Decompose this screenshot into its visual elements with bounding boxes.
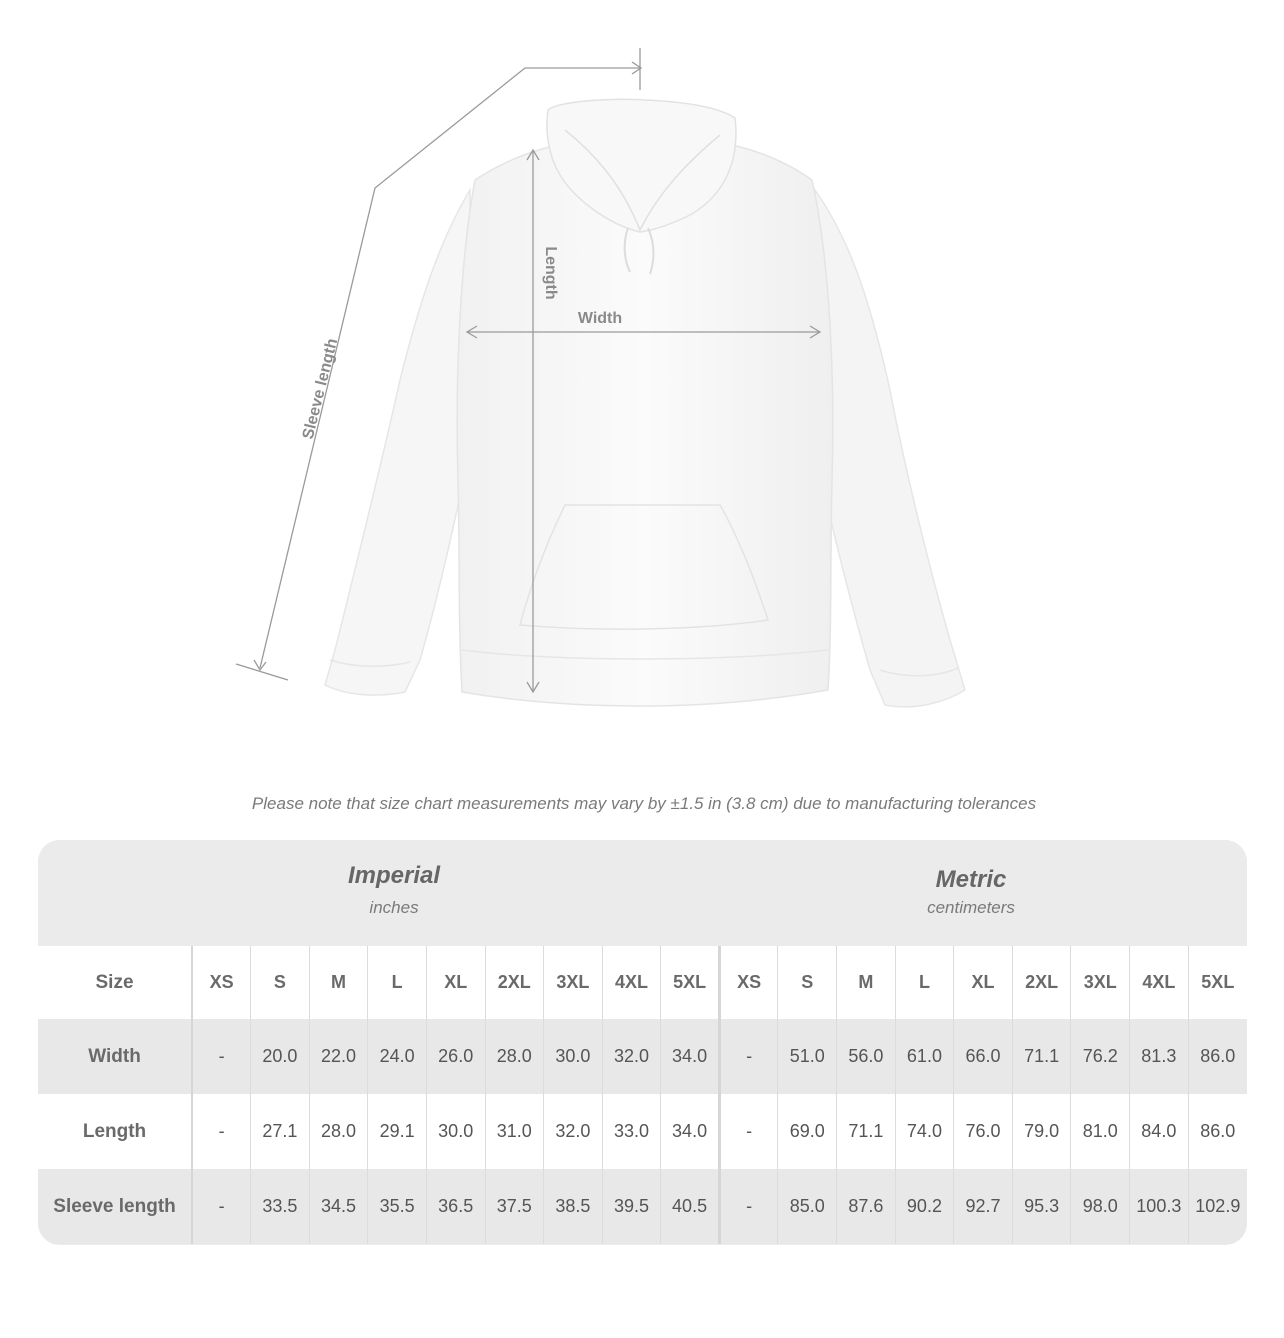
- table-cell: -: [192, 1094, 251, 1169]
- size-chart-header: [38, 840, 1247, 946]
- table-cell: 79.0: [1012, 1094, 1071, 1169]
- table-row-sleeve-length: [38, 1169, 1247, 1244]
- table-cell: 39.5: [602, 1169, 661, 1244]
- table-cell: -: [719, 1094, 778, 1169]
- table-cell: 31.0: [485, 1094, 544, 1169]
- imperial-size-4xl: 4XL: [602, 946, 661, 1019]
- metric-size-m: M: [837, 946, 896, 1019]
- table-cell: 33.0: [602, 1094, 661, 1169]
- table-cell: 28.0: [485, 1019, 544, 1094]
- table-cell: -: [192, 1019, 251, 1094]
- table-cell: 30.0: [426, 1094, 485, 1169]
- table-cell: 102.9: [1188, 1169, 1247, 1244]
- metric-size-4xl: 4XL: [1130, 946, 1189, 1019]
- table-cell: 61.0: [895, 1019, 954, 1094]
- table-cell: 71.1: [837, 1094, 896, 1169]
- table-cell: 100.3: [1130, 1169, 1189, 1244]
- table-cell: 37.5: [485, 1169, 544, 1244]
- imperial-size-xs: XS: [192, 946, 251, 1019]
- table-cell: 27.1: [251, 1094, 310, 1169]
- table-cell: 38.5: [544, 1169, 603, 1244]
- imperial-size-3xl: 3XL: [544, 946, 603, 1019]
- width-label: Width: [577, 310, 623, 327]
- table-cell: 84.0: [1130, 1094, 1189, 1169]
- table-cell: 35.5: [368, 1169, 427, 1244]
- table-cell: 71.1: [1012, 1019, 1071, 1094]
- table-cell: 56.0: [837, 1019, 896, 1094]
- table-cell: -: [719, 1019, 778, 1094]
- table-cell: -: [192, 1169, 251, 1244]
- table-cell: 98.0: [1071, 1169, 1130, 1244]
- row-label-sleeve-length: Sleeve length: [38, 1169, 192, 1244]
- table-cell: 28.0: [309, 1094, 368, 1169]
- metric-unit: centimeters: [927, 898, 1015, 917]
- table-cell: -: [719, 1169, 778, 1244]
- sleeve-length-label: Sleeve length: [299, 336, 342, 441]
- metric-title: Metric: [935, 866, 1007, 893]
- table-cell: 24.0: [368, 1019, 427, 1094]
- imperial-size-2xl: 2XL: [485, 946, 544, 1019]
- table-cell: 20.0: [251, 1019, 310, 1094]
- table-cell: 33.5: [251, 1169, 310, 1244]
- table-cell: 90.2: [895, 1169, 954, 1244]
- table-cell: 81.3: [1130, 1019, 1189, 1094]
- size-chart: [38, 840, 1247, 1245]
- table-cell: 22.0: [309, 1019, 368, 1094]
- row-label-width: Width: [38, 1019, 192, 1094]
- metric-size-xl: XL: [954, 946, 1013, 1019]
- metric-size-xs: XS: [719, 946, 778, 1019]
- table-cell: 36.5: [426, 1169, 485, 1244]
- row-label-length: Length: [38, 1094, 192, 1169]
- table-cell: 32.0: [602, 1019, 661, 1094]
- table-cell: 34.0: [661, 1019, 720, 1094]
- imperial-size-m: M: [309, 946, 368, 1019]
- imperial-title: Imperial: [347, 862, 441, 889]
- table-cell: 34.0: [661, 1094, 720, 1169]
- tolerance-note: Please note that size chart measurements may vary by ±1.5 in (3.8 cm) due to manufacturing tolerances: [251, 794, 1037, 813]
- length-label: Length: [542, 246, 559, 300]
- size-label: Size: [38, 946, 192, 1019]
- table-row-length: [38, 1094, 1247, 1169]
- table-cell: 81.0: [1071, 1094, 1130, 1169]
- table-row-width: [38, 1019, 1247, 1094]
- left-sleeve: [325, 190, 470, 695]
- table-cell: 30.0: [544, 1019, 603, 1094]
- size-table: [38, 946, 1247, 1244]
- imperial-size-s: S: [251, 946, 310, 1019]
- metric-size-5xl: 5XL: [1188, 946, 1247, 1019]
- table-cell: 85.0: [778, 1169, 837, 1244]
- table-cell: 51.0: [778, 1019, 837, 1094]
- table-cell: 92.7: [954, 1169, 1013, 1244]
- table-cell: 76.0: [954, 1094, 1013, 1169]
- table-cell: 86.0: [1188, 1094, 1247, 1169]
- table-cell: 74.0: [895, 1094, 954, 1169]
- right-sleeve: [815, 190, 965, 707]
- metric-size-2xl: 2XL: [1012, 946, 1071, 1019]
- table-cell: 95.3: [1012, 1169, 1071, 1244]
- table-cell: 26.0: [426, 1019, 485, 1094]
- imperial-unit: inches: [369, 898, 419, 917]
- imperial-size-l: L: [368, 946, 427, 1019]
- metric-size-3xl: 3XL: [1071, 946, 1130, 1019]
- table-cell: 87.6: [837, 1169, 896, 1244]
- table-cell: 76.2: [1071, 1019, 1130, 1094]
- metric-size-s: S: [778, 946, 837, 1019]
- imperial-size-xl: XL: [426, 946, 485, 1019]
- table-cell: 34.5: [309, 1169, 368, 1244]
- table-cell: 40.5: [661, 1169, 720, 1244]
- metric-size-l: L: [895, 946, 954, 1019]
- table-cell: 86.0: [1188, 1019, 1247, 1094]
- table-cell: 29.1: [368, 1094, 427, 1169]
- size-header-row: [38, 946, 1247, 1019]
- imperial-size-5xl: 5XL: [661, 946, 720, 1019]
- table-cell: 66.0: [954, 1019, 1013, 1094]
- table-cell: 32.0: [544, 1094, 603, 1169]
- table-cell: 69.0: [778, 1094, 837, 1169]
